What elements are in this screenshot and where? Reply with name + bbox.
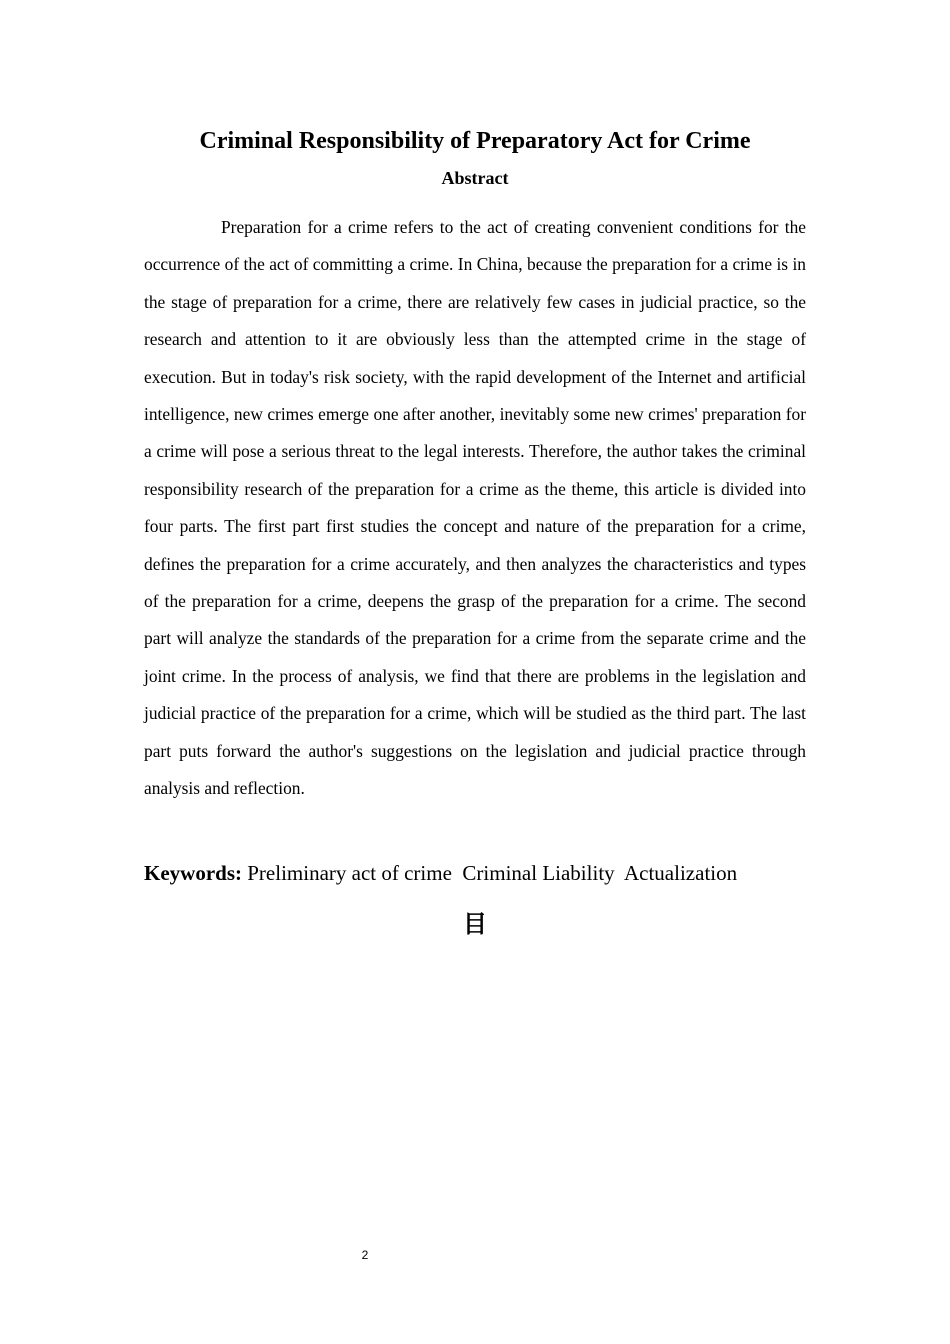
keywords-line <box>144 858 844 888</box>
abstract-paragraph: Preparation for a crime refers to the act of creating convenient conditions for the occurrence of the act of committing a crime. In China, because the preparation for a crime is in the stage of preparation for a crime, there are relatively few cases in judicial practice, so the research and attention to it are obviously less than the attempted crime in the stage of execution. But in today's risk society, with the rapid development of the Internet and artificial intelligence, new crimes emerge one after another, inevitably some new crimes' preparation for a crime will pose a serious threat to the legal interests. Therefore, the author takes the criminal responsibility research of the preparation for a crime as the theme, this article is divided into four parts. The first part first studies the concept and nature of the preparation for a crime, defines the preparation for a crime accurately, and then analyzes the characteristics and types of the preparation for a crime, deepens the grasp of the preparation for a crime. The second part will analyze the standards of the preparation for a crime from the separate crime and the joint crime. In the process of analysis, we find that there are problems in the legislation and judicial practice of the preparation for a crime, which will be studied as the third part. The last part puts forward the author's suggestions on the legislation and judicial practice through analysis and reflection. <box>144 217 806 799</box>
keywords-label: Keywords: <box>144 861 242 885</box>
toc-heading: 目 <box>463 910 487 938</box>
keywords-list: Preliminary act of crime Criminal Liability Actualization <box>242 861 738 885</box>
page-number: 2 <box>361 1248 369 1262</box>
paper-title: Criminal Responsibility of Preparatory Act for Crime <box>199 128 751 154</box>
abstract-heading: Abstract <box>441 168 509 188</box>
